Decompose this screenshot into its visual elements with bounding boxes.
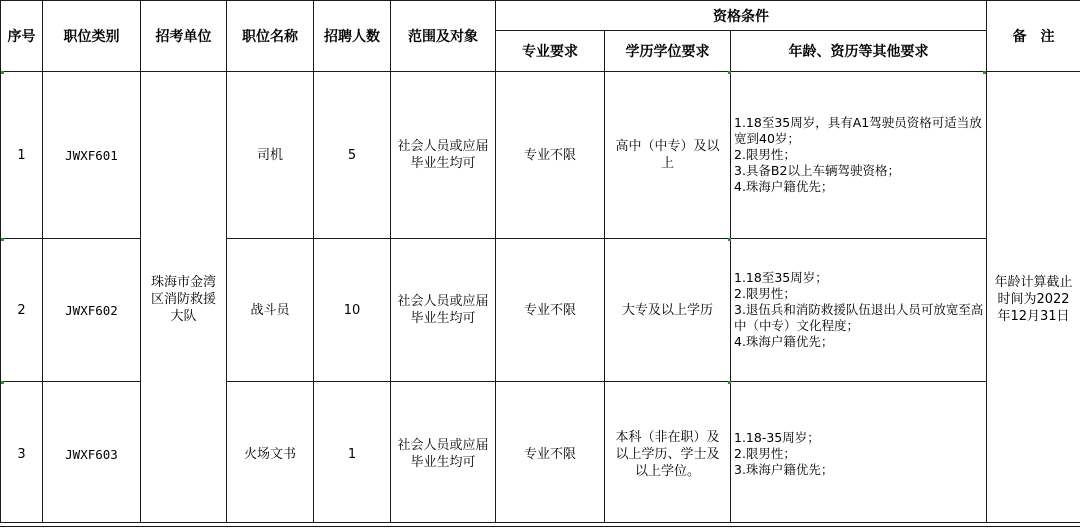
row-major: 专业不限 [496, 239, 605, 382]
cell-marker [983, 71, 986, 74]
unit-name: 珠海市金湾区消防救援大队 [141, 274, 226, 325]
row-scope: 社会人员或应届毕业生均可 [391, 138, 495, 172]
row-education: 本科（非在职）及以上学历、学士及以上学位。 [605, 429, 730, 480]
header-category: 职位类别 [43, 1, 141, 72]
cell-marker [1, 381, 4, 384]
row-scope: 社会人员或应届毕业生均可 [391, 437, 495, 471]
cell-marker [728, 381, 731, 384]
header-count: 招聘人数 [314, 1, 391, 72]
header-remark: 备 注 [987, 1, 1080, 72]
cell-marker [728, 238, 731, 241]
header-education: 学历学位要求 [605, 31, 731, 72]
row-major: 专业不限 [496, 382, 605, 527]
requirement-line: 1.18-35周岁； [734, 430, 984, 446]
row-other-cell [731, 72, 987, 239]
row-education-cell [605, 239, 731, 382]
row-seq: 3 [1, 382, 43, 527]
row-education-cell [605, 382, 731, 527]
requirement-line: 4.珠海户籍优先； [734, 179, 984, 195]
requirement-line: 1.18至35周岁； [734, 270, 984, 286]
row-position: 司机 [227, 72, 314, 239]
row-major: 专业不限 [496, 72, 605, 239]
requirement-line: 3.具备B2以上车辆驾驶资格； [734, 163, 984, 179]
row-seq: 1 [1, 72, 43, 239]
requirement-line: 3.退伍兵和消防救援队伍退出人员可放宽至高中（中专）文化程度； [734, 302, 984, 334]
unit-cell [141, 72, 227, 527]
row-count: 1 [314, 382, 391, 527]
cell-marker [1, 238, 4, 241]
requirement-line: 3.珠海户籍优先； [734, 462, 984, 478]
requirement-line: 4.珠海户籍优先； [734, 334, 984, 350]
header-unit: 招考单位 [141, 1, 227, 72]
cell-marker [1, 71, 4, 74]
row-other-cell [731, 239, 987, 382]
row-position: 火场文书 [227, 382, 314, 527]
row-education-cell [605, 72, 731, 239]
requirement-line: 1.18至35周岁，具有A1驾驶员资格可适当放宽到40岁； [734, 115, 984, 147]
row-count: 10 [314, 239, 391, 382]
row-count: 5 [314, 72, 391, 239]
row-code: JWXF602 [43, 239, 141, 382]
row-scope-cell [391, 72, 496, 239]
row-position: 战斗员 [227, 239, 314, 382]
row-education: 高中（中专）及以上 [605, 138, 730, 172]
row-seq: 2 [1, 239, 43, 382]
header-scope: 范围及对象 [391, 1, 496, 72]
requirement-line: 2.限男性； [734, 286, 984, 302]
table-row [1, 72, 1080, 239]
row-scope-cell [391, 382, 496, 527]
row-scope: 社会人员或应届毕业生均可 [391, 293, 495, 327]
header-other: 年龄、资历等其他要求 [731, 31, 987, 72]
row-scope-cell [391, 239, 496, 382]
requirement-line: 2.限男性； [734, 446, 984, 462]
remark-cell [987, 72, 1080, 527]
cell-marker [728, 71, 731, 74]
row-code: JWXF603 [43, 382, 141, 527]
remark-text: 年龄计算截止时间为2022年12月31日 [987, 274, 1080, 325]
header-seq: 序号 [1, 1, 43, 72]
row-other-cell [731, 382, 987, 527]
row-education: 大专及以上学历 [605, 302, 730, 319]
header-major: 专业要求 [496, 31, 605, 72]
header-qualification: 资格条件 [496, 1, 987, 31]
requirement-line: 2.限男性； [734, 147, 984, 163]
header-position: 职位名称 [227, 1, 314, 72]
row-code: JWXF601 [43, 72, 141, 239]
